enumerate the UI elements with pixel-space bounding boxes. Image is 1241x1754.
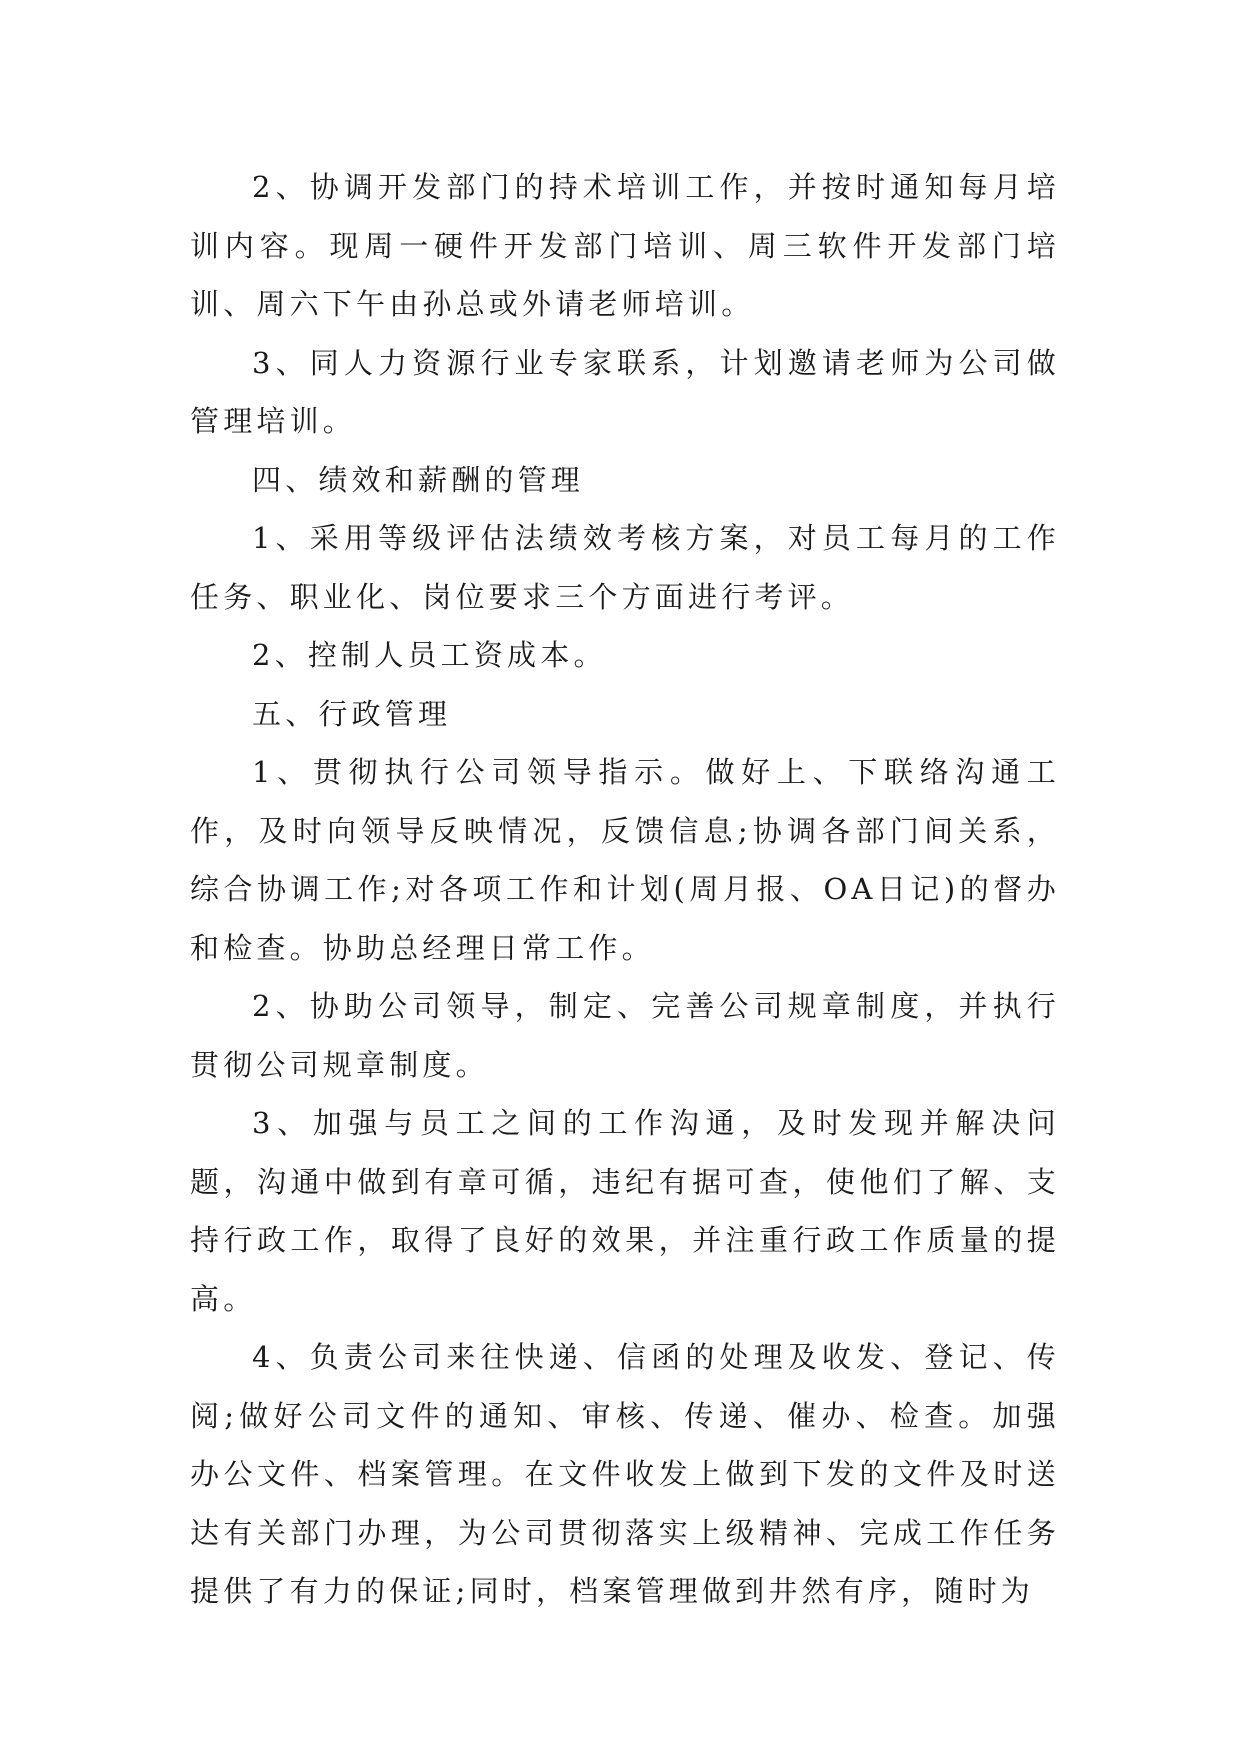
paragraph-expert-contact: 3、同人力资源行业专家联系，计划邀请老师为公司做管理培训。 [190, 345, 1060, 438]
paragraph-wage-cost: 2、控制人员工资成本。 [252, 638, 607, 672]
paragraph-rules-regulations: 2、协助公司领导，制定、完善公司规章制度，并执行贯彻公司规章制度。 [190, 989, 1060, 1082]
section-heading-administration: 五、行政管理 [252, 696, 452, 731]
section-heading-performance-pay: 四、绩效和薪酬的管理 [252, 462, 585, 497]
paragraph-training-coordination: 2、协调开发部门的持术培训工作，并按时通知每月培训内容。现周一硬件开发部门培训、周三软件开发部门培训、周六下午由孙总或外请老师培训。 [190, 170, 1060, 321]
paragraph-leadership-instructions: 1、贯彻执行公司领导指示。做好上、下联络沟通工作，及时向领导反映情况，反馈信息;协调各部门间关系，综合协调工作;对各项工作和计划(周月报、OA日记)的督办和检查。协助总经理日常工作。 [190, 755, 1060, 965]
paragraph-staff-communication: 3、加强与员工之间的工作沟通，及时发现并解决问题，沟通中做到有章可循，违纪有据可查，使他们了解、支持行政工作，取得了良好的效果，并注重行政工作质量的提高。 [190, 1106, 1060, 1316]
paragraph-mail-archives: 4、负责公司来往快递、信函的处理及收发、登记、传阅;做好公司文件的通知、审核、传递、催办、检查。加强办公文件、档案管理。在文件收发上做到下发的文件及时送达有关部门办理，为公司贯彻落实上级精神、完成工作任务提供了有力的保证;同时，档案管理做到井然有序，随时为 [190, 1340, 1060, 1608]
paragraph-appraisal-method: 1、采用等级评估法绩效考核方案，对员工每月的工作任务、职业化、岗位要求三个方面进行考评。 [190, 521, 1060, 614]
document-body [190, 158, 1060, 1621]
